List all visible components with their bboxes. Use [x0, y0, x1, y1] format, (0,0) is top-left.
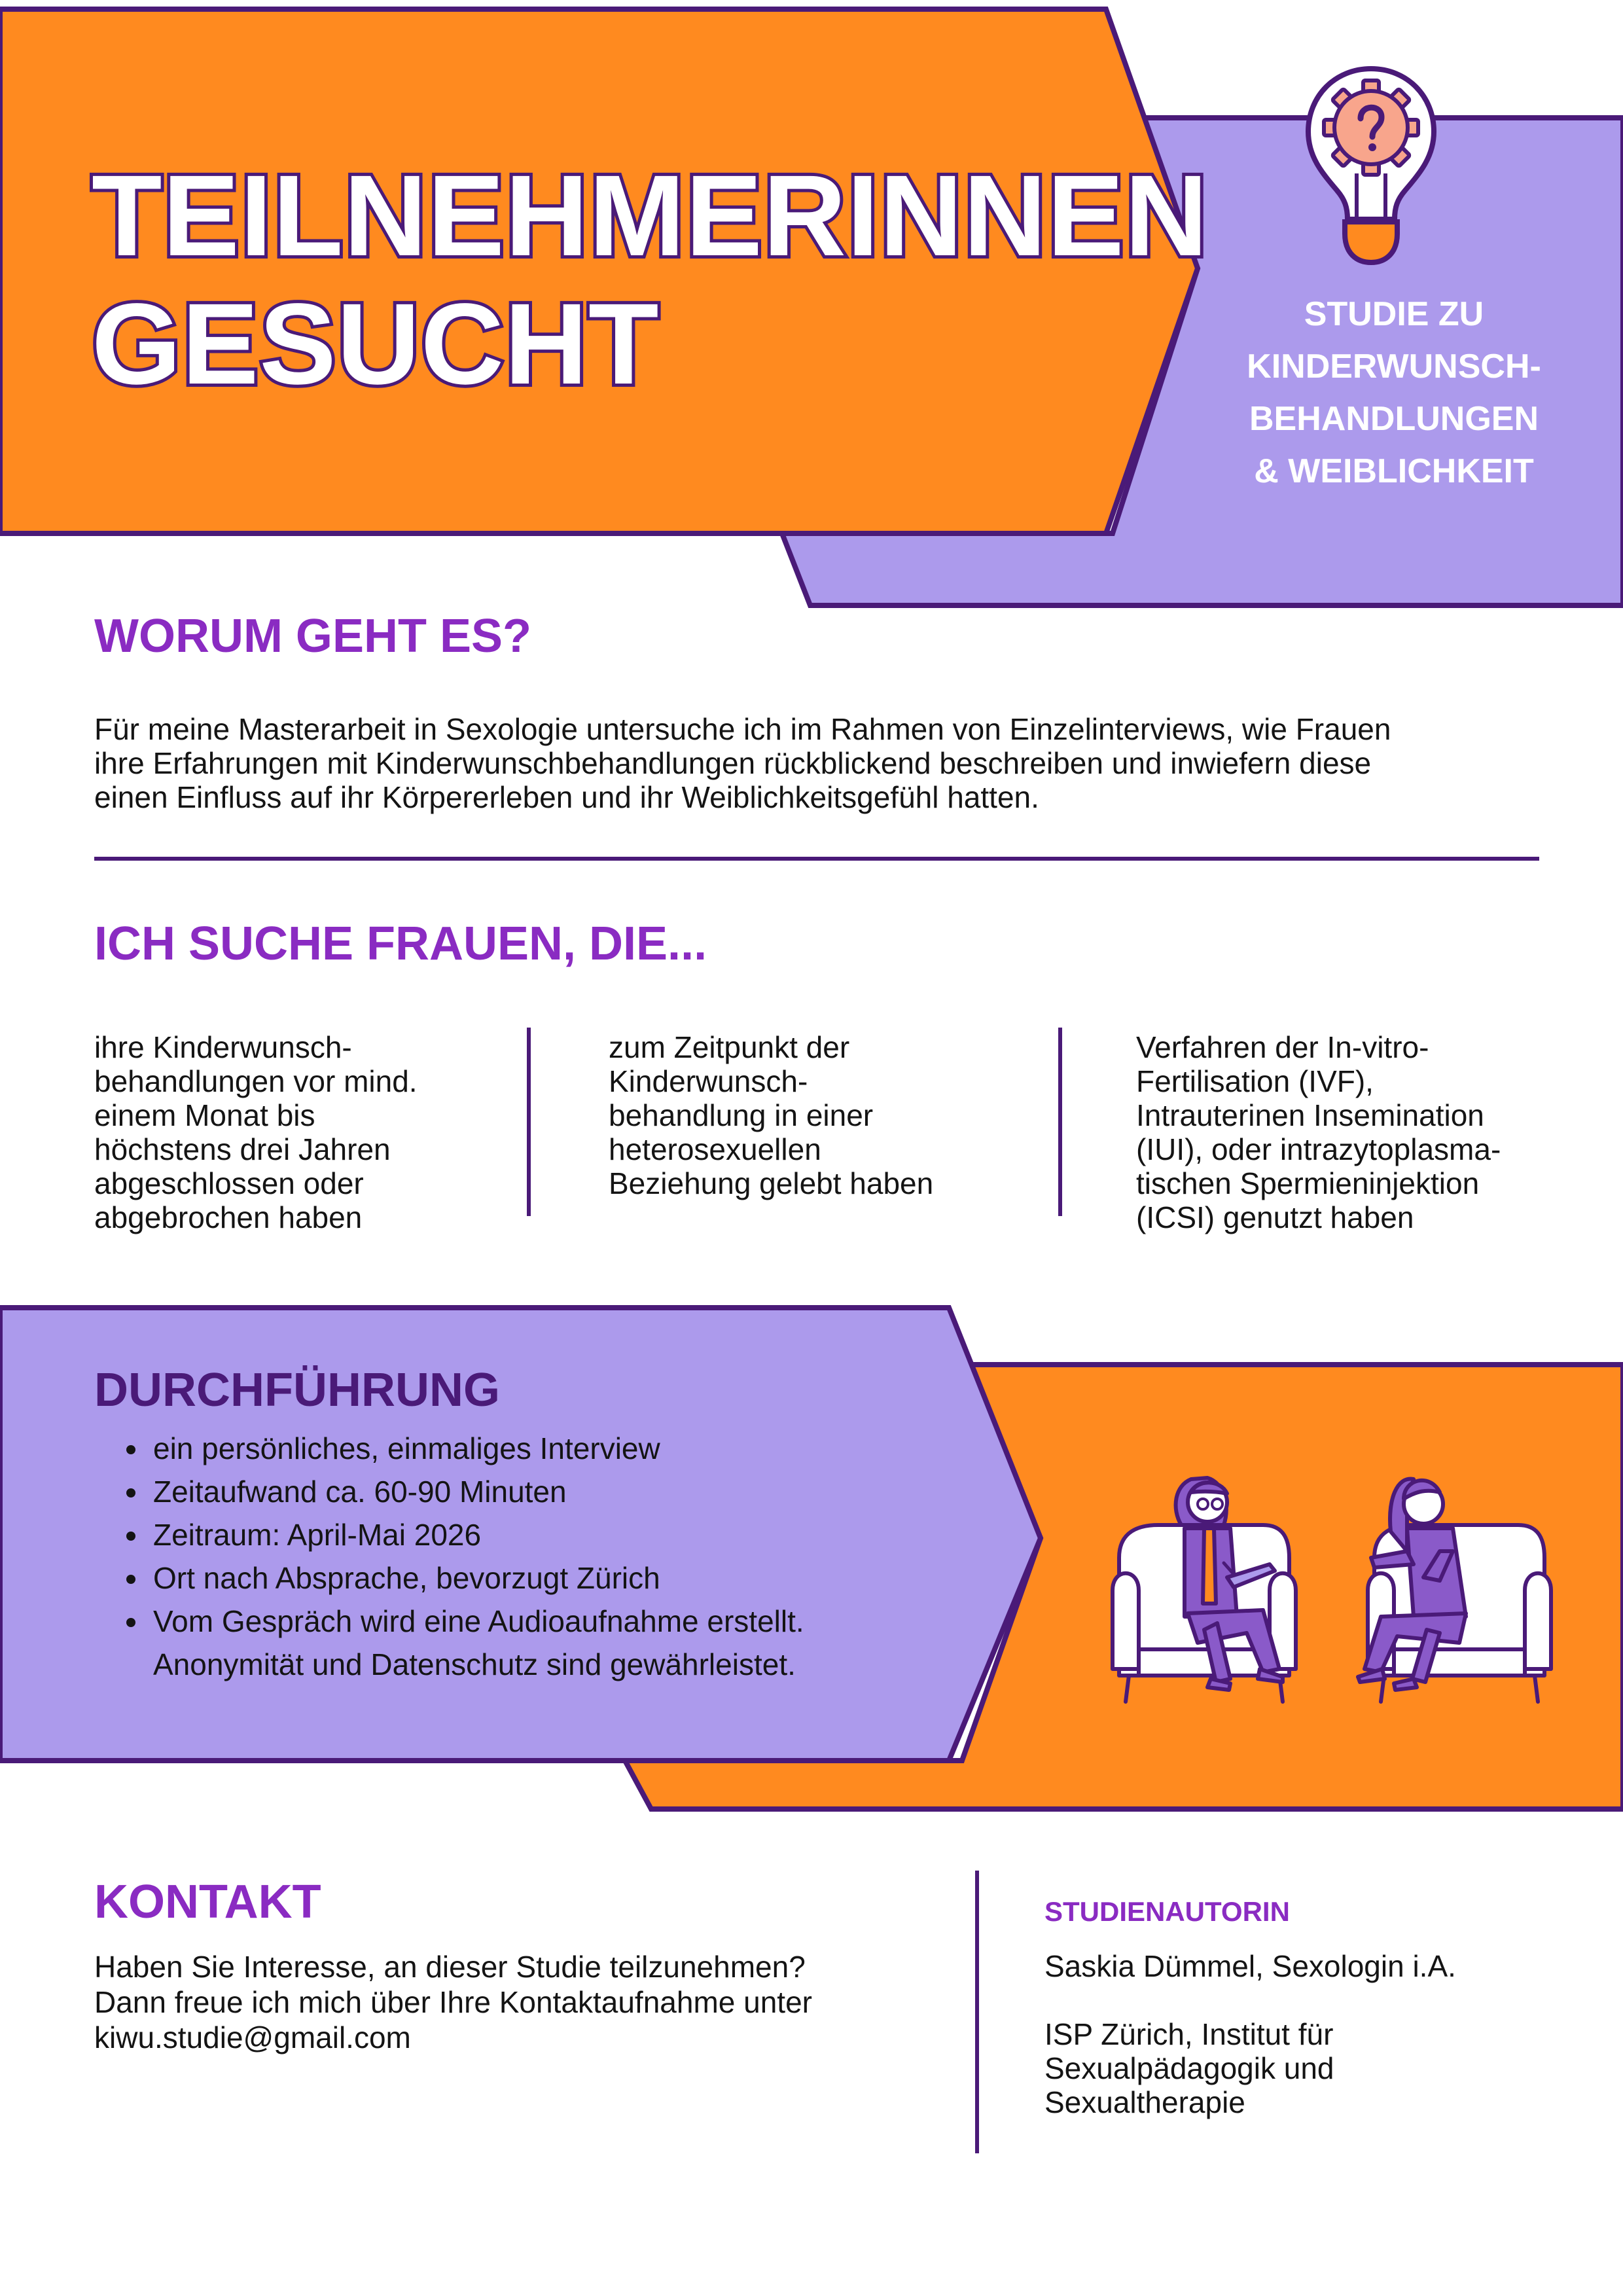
list-item — [149, 1427, 804, 1470]
procedure-heading: DURCHFÜHRUNG — [94, 1364, 500, 1416]
author-name: Saskia Dümmel, Sexologin i.A. — [1044, 1949, 1456, 1983]
criteria-line: tischen Spermieninjektion — [1136, 1166, 1480, 1200]
column-divider — [527, 1028, 531, 1216]
criteria-line: heterosexuellen — [609, 1132, 821, 1166]
about-line: einen Einfluss auf ihr Körpererleben und ihr Weiblichkeitsgefühl hatten. — [94, 780, 1039, 814]
contact-line: Dann freue ich mich über Ihre Kontaktaufnahme unter — [94, 1985, 812, 2019]
about-line: Für meine Masterarbeit in Sexologie untersuche ich im Rahmen von Einzelinterviews, wie Frauen — [94, 712, 1391, 746]
study-line: KINDERWUNSCH- — [1247, 348, 1541, 386]
criteria-line: abgebrochen haben — [94, 1200, 363, 1234]
about-heading: WORUM GEHT ES? — [94, 610, 531, 662]
list-item — [149, 1470, 804, 1513]
procedure-list — [111, 1427, 804, 1686]
criteria-line: höchstens drei Jahren — [94, 1132, 391, 1166]
contact-line: Haben Sie Interesse, an dieser Studie teilzunehmen? — [94, 1950, 806, 1984]
institute-line: Sexualtherapie — [1044, 2085, 1245, 2119]
page-title — [92, 152, 1209, 408]
list-item-text: Ort nach Absprache, bevorzugt Zürich — [153, 1561, 660, 1595]
study-subtitle — [1171, 288, 1616, 497]
study-line: BEHANDLUNGEN — [1249, 400, 1539, 438]
contact-heading: KONTAKT — [94, 1876, 321, 1928]
title-line-1: TEILNEHMERINNEN — [92, 152, 1209, 280]
criteria-line: (IUI), oder intrazytoplasma- — [1136, 1132, 1501, 1166]
institute-line: Sexualpädagogik und — [1044, 2051, 1334, 2085]
list-item-text: Zeitaufwand ca. 60-90 Minuten — [153, 1475, 567, 1509]
lightbulb-gear-question-icon — [1299, 62, 1443, 272]
study-line: STUDIE ZU — [1304, 295, 1484, 333]
list-item — [149, 1556, 804, 1600]
institute — [1044, 2017, 1334, 2119]
list-item-continuation: Anonymität und Datenschutz sind gewährleistet. — [153, 1647, 796, 1681]
contact-line[interactable]: kiwu.studie@gmail.com — [94, 2020, 411, 2054]
about-line: ihre Erfahrungen mit Kinderwunschbehandlungen rückblickend beschreiben und inwiefern diese — [94, 746, 1372, 780]
interview-illustration — [1099, 1453, 1558, 1728]
list-item — [149, 1600, 804, 1686]
criteria-line: Verfahren der In-vitro- — [1136, 1030, 1429, 1064]
list-item-text: ein persönliches, einmaliges Interview — [153, 1431, 660, 1465]
column-divider — [1058, 1028, 1062, 1216]
author-label: STUDIENAUTORIN — [1044, 1896, 1290, 1927]
criteria-column-3 — [1136, 1030, 1501, 1234]
criteria-line: abgeschlossen oder — [94, 1166, 364, 1200]
section-divider — [94, 857, 1539, 861]
study-line: & WEIBLICHKEIT — [1254, 452, 1534, 490]
criteria-line: Intrauterinen Insemination — [1136, 1098, 1484, 1132]
criteria-line: Fertilisation (IVF), — [1136, 1064, 1374, 1098]
list-item-text: Zeitraum: April-Mai 2026 — [153, 1518, 482, 1552]
criteria-line: (ICSI) genutzt haben — [1136, 1200, 1414, 1234]
criteria-column-1 — [94, 1030, 418, 1234]
criteria-heading: ICH SUCHE FRAUEN, DIE... — [94, 918, 707, 970]
criteria-line: behandlungen vor mind. — [94, 1064, 418, 1098]
criteria-column-2 — [609, 1030, 933, 1200]
criteria-line: behandlung in einer — [609, 1098, 874, 1132]
criteria-line: ihre Kinderwunsch- — [94, 1030, 352, 1064]
criteria-line: einem Monat bis — [94, 1098, 315, 1132]
title-line-2: GESUCHT — [92, 280, 660, 408]
contact-paragraph — [94, 1949, 812, 2055]
about-paragraph — [94, 712, 1391, 814]
criteria-line: Kinderwunsch- — [609, 1064, 808, 1098]
list-item — [149, 1513, 804, 1556]
list-item-text: Vom Gespräch wird eine Audioaufnahme erstellt. — [153, 1604, 804, 1638]
contact-divider — [975, 1871, 979, 2153]
institute-line: ISP Zürich, Institut für — [1044, 2017, 1334, 2051]
criteria-line: Beziehung gelebt haben — [609, 1166, 934, 1200]
criteria-line: zum Zeitpunkt der — [609, 1030, 850, 1064]
